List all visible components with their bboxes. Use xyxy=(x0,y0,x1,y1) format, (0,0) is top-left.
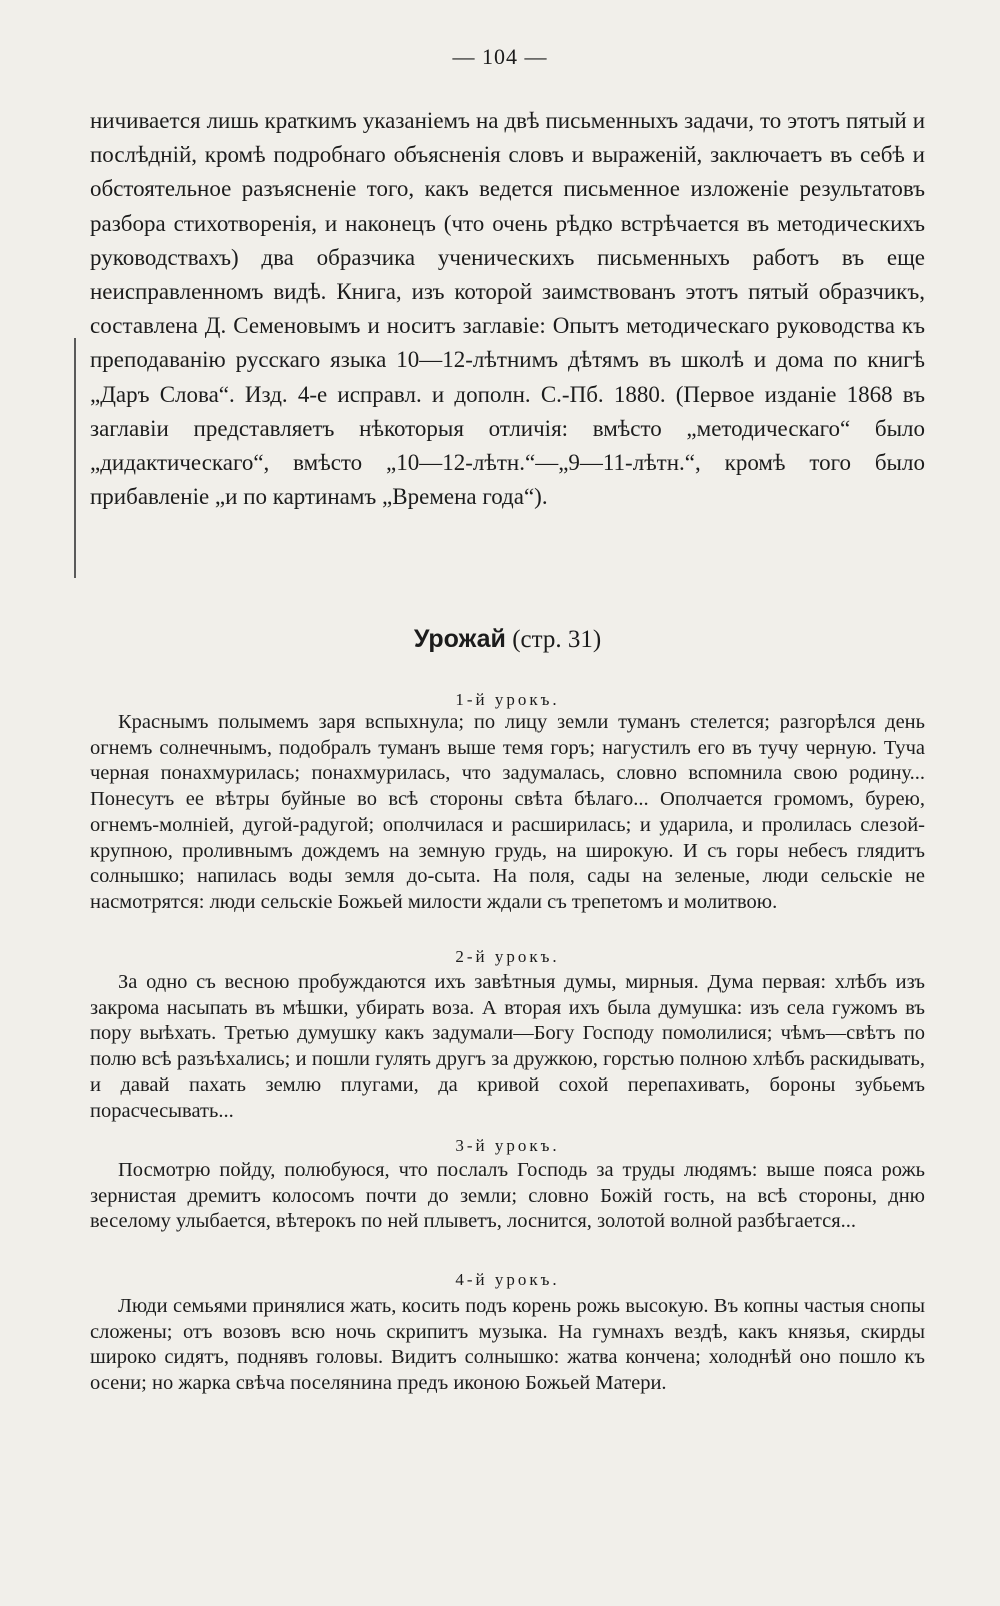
main-paragraph xyxy=(90,104,925,514)
lesson-4-text: Люди семьями принялися жать, косить подъ корень рожь высокую. Въ копны частыя снопы сложены; отъ возовъ всю ночь скрипитъ музыка. На гумнахъ вездѣ, какъ князья, скирды широко сидятъ, поднявъ головы. Видитъ солнышко: жатва кончена; холоднѣй оно пошло къ осени; но жарка свѣча поселянина предъ иконою Божьей Матери. xyxy=(90,1295,925,1395)
lesson-3-title: 3-й урокъ. xyxy=(455,1136,560,1155)
lesson-3-body xyxy=(90,1158,925,1235)
lesson-4-body xyxy=(90,1294,925,1397)
lesson-3-text: Посмотрю пойду, полюбуюся, что послалъ Господь за труды людямъ: выше пояса рожь зернистая дремитъ колосомъ почти до земли; словно Божій гость, на всѣ стороны, дню веселому улыбается, вѣтерокъ по ней плыветъ, лоснится, золотой волной разбѣгается... xyxy=(90,1159,925,1233)
page-number: — 104 — xyxy=(452,44,548,69)
section-title: Урожай xyxy=(413,625,506,653)
lesson-2-title: 2-й урокъ. xyxy=(455,947,560,966)
lesson-4-title: 4-й урокъ. xyxy=(455,1270,560,1289)
section-page-ref: (стр. 31) xyxy=(512,626,602,653)
margin-pencil-mark xyxy=(74,338,76,578)
lesson-2-text: За одно съ весною пробуждаются ихъ завѣтныя думы, мирныя. Дума первая: хлѣбъ изъ закрома насыпать въ мѣшки, убирать воза. А вторая ихъ была думушка: изъ села гужомъ въ пору выѣхать. Третью думушку какъ задумали—Богу Господу помолилися; чѣмъ—свѣтъ по полю всѣ разъѣхались; и пошли гулять другъ за дружкою, горстью полною хлѣбъ раскидывать, и давай пахать землю плугами, да кривой сохой перепахивать, бороны зубьемъ порасчесывать... xyxy=(90,971,925,1122)
lesson-2-body xyxy=(90,970,925,1124)
lesson-1-text: Краснымъ полымемъ заря вспыхнула; по лицу земли туманъ стелется; разгорѣлся день огнемъ солнечнымъ, подобралъ туманъ выше темя горъ; нагустилъ его въ тучу черную. Туча черная понахмурилась; понахмурилась, что задумалась, словно вспомнила свою родину... Понесутъ ее вѣтры буйные во всѣ стороны свѣта бѣлаго... Ополчается громомъ, бурею, огнемъ-молніей, дугой-радугой; ополчилася и расширилась; и ударила, и пролилась слезой-крупною, проливнымъ дождемъ на земную грудь, на широкую. И съ горы небесъ глядитъ солнышко; напилась воды земля до-сыта. На поля, сады на зеленые, люди сельскіе не насмотрятся: люди сельскіе Божьей милости ждали съ трепетомъ и молитвою. xyxy=(90,711,925,913)
main-paragraph-text: ничивается лишь краткимъ указаніемъ на двѣ письменныхъ задачи, то этотъ пятый и послѣдній, кромѣ подробнаго объясненія словъ и выраженій, заключаетъ въ себѣ и обстоятельное разъясненіе того, какъ ведется письменное изложеніе результатовъ разбора стихотворенія, и наконецъ (что очень рѣдко встрѣчается въ методическихъ руководствахъ) два образчика ученическихъ письменныхъ работъ въ еще неисправленномъ видѣ. Книга, изъ которой заимствованъ этотъ пятый образчикъ, составлена Д. Семеновымъ и носитъ заглавіе: Опытъ методическаго руководства къ преподаванію русскаго языка 10—12-лѣтнимъ дѣтямъ въ школѣ и дома по книгѣ „Даръ Слова“. Изд. 4-е исправл. и дополн. С.-Пб. 1880. (Первое изданіе 1868 въ заглавіи представляетъ нѣкоторыя отличія: вмѣсто „методическаго“ было „дидактическаго“, вмѣсто „10—12-лѣтн.“—„9—11-лѣтн.“, кромѣ того было прибавленіе „и по картинамъ „Времена года“). xyxy=(90,108,925,510)
section-heading xyxy=(90,625,925,654)
lesson-1-title: 1-й урокъ. xyxy=(455,690,560,709)
lesson-1-body xyxy=(90,710,925,916)
